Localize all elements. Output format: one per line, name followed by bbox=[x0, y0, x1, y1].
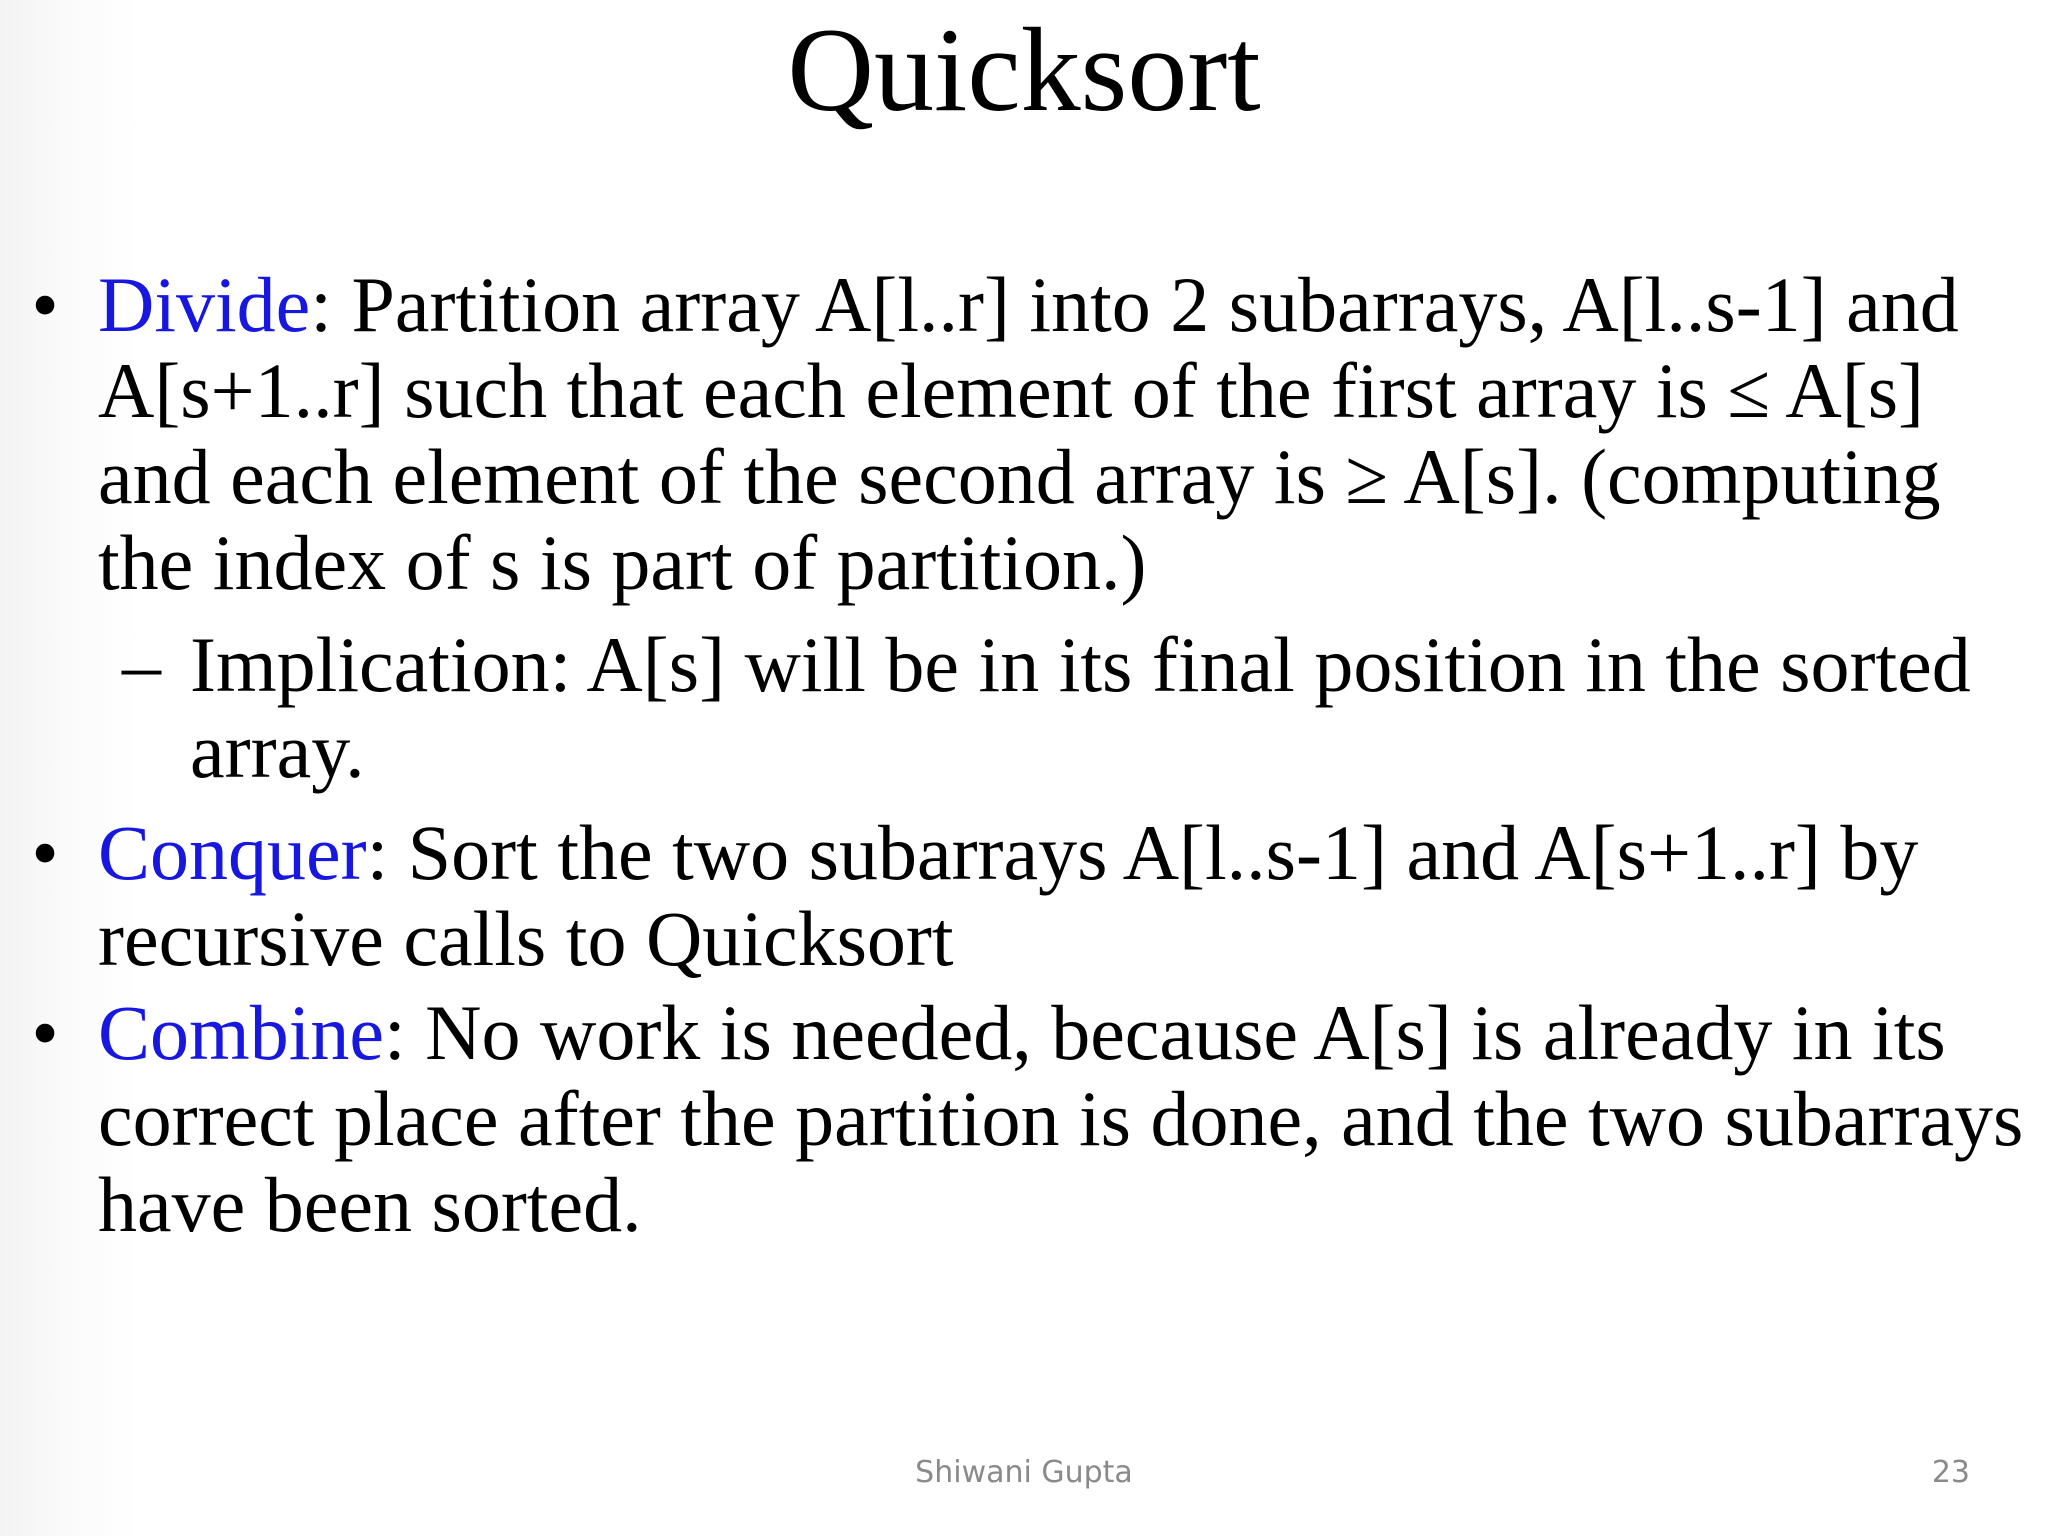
bullet-text-combine: : No work is needed, because A[s] is already in its correct place after the partition is done, and the two subarrays have been sorted. bbox=[98, 989, 2024, 1248]
bullet-conquer bbox=[31, 809, 2028, 982]
bullet-keyword-divide: Divide bbox=[98, 261, 311, 348]
slide-title: Quicksort bbox=[787, 3, 1261, 136]
sub-bullet-marker: – bbox=[122, 621, 161, 708]
footer-author: Shiwani Gupta bbox=[915, 1455, 1133, 1490]
bullet-keyword-combine: Combine bbox=[98, 989, 384, 1076]
slide-body bbox=[31, 261, 2028, 1256]
bullet-text-divide: : Partition array A[l..r] into 2 subarrays, A[l..s-1] and A[s+1..r] such that each element of the first array is ≤ A[s] and each element of the second array is ≥ A[s]. (computing the index of s is part of partition.) bbox=[98, 261, 1959, 606]
bullet-marker: • bbox=[31, 809, 59, 896]
bullet-marker: • bbox=[31, 261, 59, 348]
sub-bullet-text-implication: Implication: A[s] will be in its final position in the sorted array. bbox=[190, 621, 1971, 794]
sub-bullet-implication bbox=[122, 621, 2028, 794]
bullet-divide bbox=[31, 261, 2028, 606]
bullet-marker: • bbox=[31, 989, 59, 1076]
slide-number: 23 bbox=[1931, 1455, 1970, 1490]
bullet-text-conquer: : Sort the two subarrays A[l..s-1] and A[s+1..r] by recursive calls to Quicksort bbox=[98, 809, 1919, 982]
bullet-combine bbox=[31, 989, 2028, 1248]
bullet-keyword-conquer: Conquer bbox=[98, 809, 367, 896]
